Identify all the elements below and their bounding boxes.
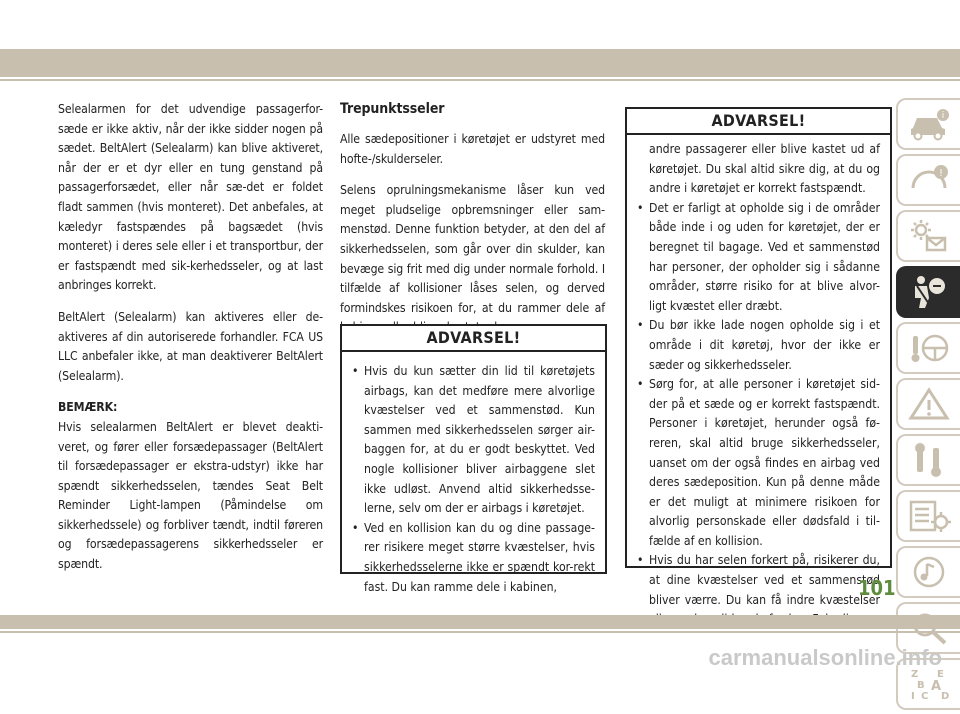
warning-title: ADVARSEL! [627,109,890,135]
tab-emergency[interactable] [896,378,960,430]
paragraph: Selens oprulningsmekanisme låser kun ved meget pludselige opbremsninger eller sam-menstød. Denne funktion betyder, at den del af sikkerhedsselen, som går over din skulder, kan bevæge sig frit med dig under normale forhold. I tilfælde af kollisioner låses selen, og derved formindskes risikoen for, at du rammer dele af [340,183,605,315]
section-heading: Trepunktsseler [340,101,445,117]
note [58,398,323,574]
paragraph: BeltAlert (Selealarm) kan aktiveres eller de-aktiveres af din autoriserede forhandler. FCA US LLC anbefaler ikke, at man deaktiverer BeltAlert (Selealarm). [58,309,323,383]
warning-item: • Hvis du har selen forkert på, risikerer du, at dine kvæstelser ved et sammenstød bliver værre. Du kan få indre kvæstelser [637,551,880,629]
column-left [58,100,323,587]
maintenance-checklist-icon [907,498,951,534]
footer-band [0,615,960,629]
warning-item: • Ved en kollision kan du og dine passage-rer risikere meget større kvæstelser, hvis sikkerhedsselerne ikke er spændt kor-rekt fast. Du kan ramme dele i kabinen, [352,519,595,597]
header-band [0,49,960,77]
tab-dashboard[interactable] [896,154,960,206]
lights-icon [907,218,951,254]
car-info-icon [907,106,951,142]
warning-triangle-icon [907,386,951,422]
warning-item: • Hvis du kun sætter din lid til køretøjets airbags, kan det medføre mere alvorlige kvæstelser ved et sammenstød. Kun sammen med sikkerhedsselen sørger air-baggen for, at du er godt beskyttet. Ved nogle kollisioner bliver airbaggene slet ikke udløst. Anvend altid sikkerhedsse-lerne, selv om der er airbags i køretøjet. [352,362,595,519]
page-number: 101 [858,576,896,600]
warning-continuation: andre passagerer eller blive kastet ud af køretøjet. Du skal altid sikre dig, at du og andre i køretøjet er korrekt fastspændt. [649,142,880,196]
index-letter: I [911,691,915,702]
tab-car-info[interactable] [896,98,960,150]
svg-text:!: ! [938,168,944,179]
tab-multimedia[interactable] [896,546,960,598]
index-letters-icon [907,666,951,702]
note-heading: BEMÆRK: [58,400,118,415]
column-middle [340,100,605,350]
paragraph: Alle sædepositioner i køretøjet er udstyret med hofte-/skulderseler. [340,132,605,166]
tab-starting[interactable] [896,322,960,374]
index-letter: E [937,669,944,680]
warning-list [637,199,880,630]
tab-specifications[interactable] [896,490,960,542]
warning-list [352,362,595,597]
warning-item: • Det er farligt at opholde sig i de områder både inde i og uden for køretøjet, der er beregnet til bagage. Ved et sammenstød har personer, der opholder sig i sådanne områder, større risiko for at blive alvor-ligt kvæstet eller dræbt. [637,199,880,317]
warning-item: • Du bør ikke lade nogen opholde sig i et område i dit køretøj, hvor der ikke er sæder og sikkerhedsseler. [637,316,880,375]
svg-text:i: i [941,111,945,121]
index-letter: A [931,679,942,694]
header-rule [0,79,960,81]
tab-safety[interactable] [896,266,960,318]
dashboard-warning-icon [907,162,951,198]
music-navigation-icon [907,554,951,590]
service-tools-icon [907,442,951,478]
warning-box [340,324,607,594]
paragraph: Selealarmen for det udvendige passagerfor-sæde er ikke aktiv, når der ikke sidder nogen på sædet. BeltAlert (Selealarm) kan blive aktiveret, når der er et dyr eller en tung genstand på passagerforsædet, eller når sæ-det er foldet fladt sammen (hvis monteret). Det anbefales, at kæledyr fastspændes på bagsædet (hvis monteret) i deres sele eller i et transportbur, der er fastspændt med sik-kerhedsseler, og at last anbringes korrekt. [58,102,323,293]
index-letter: C [921,691,929,702]
warning-title: ADVARSEL! [342,326,605,352]
index-letter: D [941,691,950,702]
footer-rule [0,631,960,633]
steering-wheel-icon [907,330,951,366]
warning-item: • Sørg for, at alle personer i køretøjet sid-der på et sæde og er korrekt fastspændt. Personer i køretøjet, herunder også fø-reren, skal altid bruge sikkerhedsseler, uanset om der også findes en airbag ved deres sædeposition. Kun på denne måde er det muligt at minimere risikoen for alvorlig personskade eller dødsfald i til-fælde af en kollision. [637,375,880,551]
index-letter: B [917,680,925,691]
seatbelt-safety-icon [907,274,951,310]
index-letter: Z [911,669,919,680]
tab-service[interactable] [896,434,960,486]
note-text: Hvis selealarmen BeltAlert er blevet deakti-veret, og fører eller forsædepassager (BeltAlert til forsædepassager er ekstra-udstyr) ikke har spændt sikkerhedsselen, tændes Seat Belt Reminder Light-lampen (Påmindelse om sikkerhedssele) og forbliver tændt, indtil føreren og forsædepassagerens sikkerhedsseler er spændt. [58,419,323,572]
tab-lights[interactable] [896,210,960,262]
watermark: carmanualsonline.info [708,645,942,670]
